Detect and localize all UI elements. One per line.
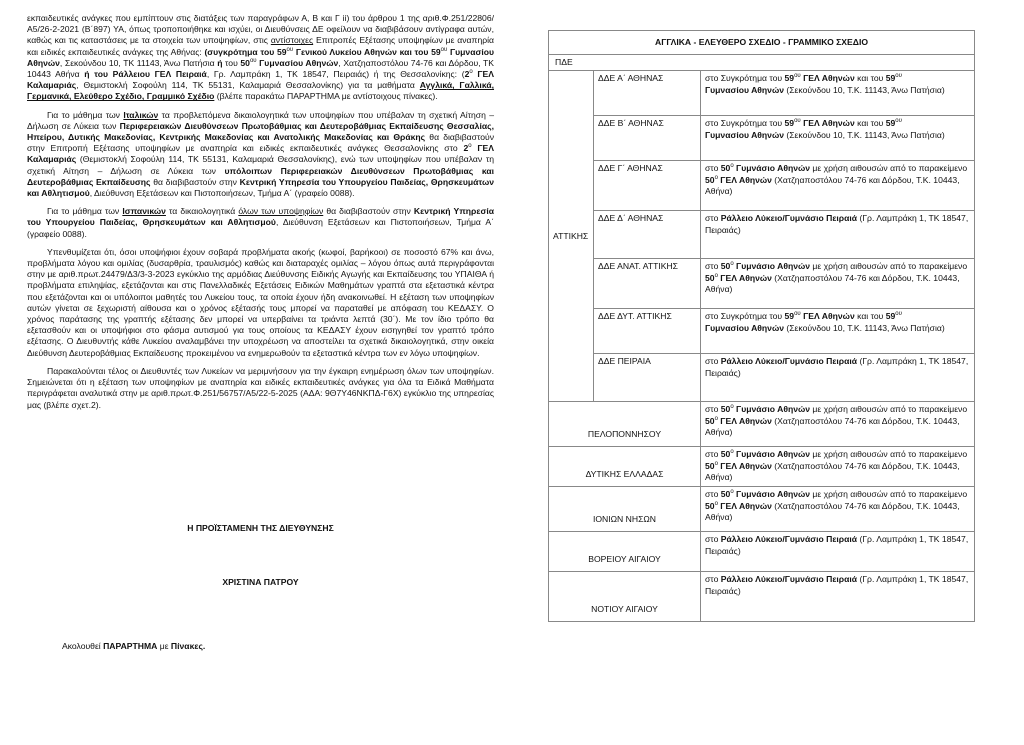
exam-center (701, 402, 975, 447)
p1-bold: (συγκρότημα του 59 (204, 46, 287, 57)
center-text-part: 50 (705, 272, 715, 283)
exam-center (701, 572, 975, 622)
exam-center (701, 532, 975, 572)
p3-text: τα δικαιολογητικά (165, 206, 239, 217)
p1-bold: Γυμνασίου Αθηνών (27, 46, 495, 68)
follow-text: με (157, 641, 171, 651)
p1-sup: ο (469, 69, 473, 76)
exam-center (701, 354, 975, 402)
p1-sup: ου (286, 46, 294, 53)
paragraph-1 (27, 13, 494, 103)
p2-bold: υπόλοιπων Περιφερειακών Διευθύνσεων Πρωτοβάθμιας και Δευτεροβάθμιας Εκπαίδευσης (27, 165, 494, 187)
center-text-part: (Γρ. Λαμπράκη 1, ΤΚ 18547, Πειραιάς) (705, 574, 969, 596)
center-text-part: 59 (885, 311, 896, 322)
table-row (549, 161, 975, 211)
center-text-part: ο (730, 449, 734, 456)
p2-sup: ο (468, 143, 472, 150)
center-text-part: 50 (720, 404, 731, 415)
center-text-part: 59 (885, 73, 896, 84)
center-text-part: στο (705, 404, 721, 415)
center-text-part: Ράλλειο Λύκειο/Γυμνάσιο Πειραιά (720, 213, 858, 224)
center-text-part: ΓΕΛ Αθηνών (717, 460, 772, 471)
center-text-part: στο (705, 489, 721, 500)
p1-text: του (222, 57, 241, 68)
p1-text: Επιτροπές Εξέτασης υποψηφίων με αναπηρία και ειδικές εκπαιδευτικές ανάγκες της Αθήνας: (27, 35, 495, 57)
p1-text: εκπαιδευτικές ανάγκες που εμπίπτουν στις διατάξεις των παραγράφων Α, Β και Γ ii) του άρθρου 1 της αριθ.Φ.251/22806/Α5/26-2-2021 (Β΄897) ΥΑ, όπως τροποποιήθηκε και ισχύει, οι Διευθύνσεις ΔΕ οφείλουν να διαβιβάσουν αντίγραφα αυτών, καθώς και τις καταστάσεις με τα στοιχεία των υποψηφίων, στις (27, 13, 494, 46)
table-row (549, 487, 975, 532)
region-attiki: ΑΤΤΙΚΗΣ (549, 71, 594, 402)
center-text-part: στο Συγκρότημα του (705, 311, 785, 322)
center-text-part: ου (794, 118, 801, 125)
p1-text: , Χατζηαποστόλου 74-76 και Δόρδου, ΤΚ 10443 Αθήνα (27, 57, 495, 80)
table-row (549, 116, 975, 161)
p2-bold-underline: Ιταλικών (123, 109, 159, 120)
center-text-part: στο Συγκρότημα του (705, 73, 785, 84)
exam-center (701, 487, 975, 532)
table-pde-row (549, 55, 975, 71)
center-text-part: ΓΕΛ Αθηνών (800, 118, 855, 129)
p2-bold: ΓΕΛ Καλαμαριάς (27, 143, 494, 165)
center-text-part: με χρήση αιθουσών από το παρακείμενο (810, 163, 968, 174)
table-row (549, 447, 975, 487)
p2-text: τα προβλεπόμενα δικαιολογητικά των υποψηφίων που υπέβαλαν τη σχετική Αίτηση – Δήλωση σε Λύκεια των (27, 109, 494, 131)
follow-text: Ακολουθεί (62, 641, 104, 651)
p2-text: Για το μάθημα των (47, 109, 124, 120)
center-text-part: και του (854, 73, 886, 84)
center-text-part: 50 (705, 174, 715, 185)
p3-bold: Κεντρική Υπηρεσία του Υπουργείου Παιδείας, Θρησκευμάτων και Αθλητισμού (27, 206, 494, 228)
center-text-part: ΓΕΛ Αθηνών (717, 500, 772, 511)
center-text-part: ου (794, 311, 801, 318)
region-name: ΝΟΤΙΟΥ ΑΙΓΑΙΟΥ (549, 572, 701, 622)
table-row (549, 354, 975, 402)
p2-text: θα διαβιβαστούν στην (150, 176, 240, 187)
center-text-part: Γυμνάσιο Αθηνών (733, 404, 811, 415)
paragraph-2 (27, 110, 494, 200)
center-text-part: με χρήση αιθουσών από το παρακείμενο (810, 404, 968, 415)
center-text-part: με χρήση αιθουσών από το παρακείμενο (810, 261, 968, 272)
center-text-part: ου (895, 73, 902, 80)
center-text-part: στο (705, 449, 721, 460)
exam-center (701, 447, 975, 487)
center-text-part: Γυμνάσιο Αθηνών (733, 163, 811, 174)
center-text-part: ΓΕΛ Αθηνών (717, 174, 772, 185)
paragraph-5: Παρακαλούνται τέλος οι Διευθυντές των Λυκείων να μεριμνήσουν για την έγκαιρη ενημέρωση όλων των υποψηφίων. Σημειώνεται ότι η εξέταση των υποψηφίων με αναπηρία και ειδικές εκπαιδευτικές ανάγκες για όλα τα Ειδικά Μαθήματα περιγράφεται αναλυτικά στην με αριθ.πρωτ.Φ.251/56757/Α5/22-5-2025 (ΑΔΑ: 9Θ7Υ46ΝΚΠΔ-Γ6Χ) εγκύκλιο της υπηρεσίας μας (βλέπε σχετ.2). (27, 365, 494, 410)
p3-text: θα διαβιβαστούν στην (323, 206, 414, 217)
center-text-part: 50 (720, 489, 731, 500)
center-text-part: ΓΕΛ Αθηνών (800, 311, 855, 322)
center-text-part: στο (705, 356, 721, 367)
center-text-part: στο (705, 534, 721, 545)
center-text-part: ο (714, 460, 718, 467)
center-text-part: στο (705, 213, 721, 224)
center-text-part: Ράλλειο Λύκειο/Γυμνάσιο Πειραιά (720, 574, 858, 585)
p1-bold: ΓΕΛ Καλαμαριάς (27, 69, 494, 91)
follow-bold: ΠΑΡΑΡΤΗΜΑ (103, 641, 158, 651)
p1-bold: 2 (464, 69, 470, 80)
p2-text: (Θεμιστοκλή Σοφούλη 114, ΤΚ 55131, Καλαμαριά Θεσσαλονίκης), ενώ των υποψηφίων που υπέβαλαν τη σχετική Αίτηση – Δήλωση σε Λύκεια των (27, 154, 494, 176)
p1-sup: ου (440, 46, 448, 53)
p3-bold-underline: Ισπανικών (122, 206, 166, 217)
center-text-part: (Γρ. Λαμπράκη 1, ΤΚ 18547, Πειραιάς) (705, 213, 969, 235)
center-text-part: (Σεκούνδου 10, Τ.Κ. 11143, Άνω Πατήσια) (784, 129, 945, 140)
center-text-part: 50 (720, 261, 731, 272)
center-text-part: 50 (705, 415, 715, 426)
p1-text: (βλέπε παρακάτω ΠΑΡΑΡΤΗΜΑ με αντίστοιχους πίνακες). (214, 91, 438, 102)
p1-bold: 50 (240, 57, 250, 68)
center-text-part: 50 (720, 163, 731, 174)
center-text-part: (Γρ. Λαμπράκη 1, ΤΚ 18547, Πειραιάς) (705, 534, 969, 556)
center-text-part: με χρήση αιθουσών από το παρακείμενο (810, 489, 968, 500)
left-column (27, 13, 494, 418)
center-text-part: (Χατζηαποστόλου 74-76 και Δόρδου, Τ.Κ. 10443, Αθήνα) (705, 174, 960, 196)
table-row (549, 532, 975, 572)
center-text-part: (Σεκούνδου 10, Τ.Κ. 11143, Άνω Πατήσια) (784, 84, 945, 95)
p1-bold: ή (217, 57, 223, 68)
center-text-part: (Γρ. Λαμπράκη 1, ΤΚ 18547, Πειραιάς) (705, 356, 969, 378)
dde-name: ΔΔΕ Δ΄ ΑΘΗΝΑΣ (594, 211, 701, 259)
p2-text: θα διαβιβαστούν στην Επιτροπή Εξέτασης υποψηφίων με αναπηρία και ειδικές εκπαιδευτικές ανάγκες Θεσσαλονίκης στο (27, 132, 494, 154)
center-text-part: (Χατζηαποστόλου 74-76 και Δόρδου, Τ.Κ. 10443, Αθήνα) (705, 460, 960, 482)
exam-center (701, 71, 975, 116)
center-text-part: (Χατζηαποστόλου 74-76 και Δόρδου, Τ.Κ. 10443, Αθήνα) (705, 272, 960, 294)
region-name: ΔΥΤΙΚΗΣ ΕΛΛΑΔΑΣ (549, 447, 701, 487)
p3-underline: όλων των υποψηφίων (238, 206, 324, 217)
center-text-part: στο Συγκρότημα του (705, 118, 785, 129)
p1-bold-underline: Αγγλικά, Γαλλικά, Γερμανικά, Ελεύθερο Σχέδιο, Γραμμικό Σχέδιο (27, 80, 495, 102)
center-text-part: 50 (705, 460, 715, 471)
p1-bold: Γυμνασίου Αθηνών (256, 57, 339, 68)
center-text-part: ου (895, 311, 902, 318)
table-row (549, 572, 975, 622)
center-text-part: ου (895, 118, 902, 125)
center-text-part: ΓΕΛ Αθηνών (800, 73, 855, 84)
center-text-part: 50 (720, 449, 731, 460)
center-text-part: ο (730, 489, 734, 496)
table-row (549, 211, 975, 259)
table-row (549, 402, 975, 447)
exam-center (701, 309, 975, 354)
p1-bold: Γενικού Λυκείου Αθηνών και του 59 (293, 46, 441, 57)
center-text-part: στο (705, 574, 721, 585)
center-text-part: Γυμνασίου Αθηνών (705, 322, 784, 333)
center-text-part: Γυμνασίου Αθηνών (705, 129, 784, 140)
center-text-part: και του (854, 311, 886, 322)
table-row (549, 309, 975, 354)
dde-name: ΔΔΕ Α΄ ΑΘΗΝΑΣ (594, 71, 701, 116)
center-text-part: ο (730, 261, 734, 268)
center-text-part: ο (714, 415, 718, 422)
center-text-part: Ράλλειο Λύκειο/Γυμνάσιο Πειραιά (720, 356, 858, 367)
center-text-part: Γυμνάσιο Αθηνών (733, 261, 811, 272)
center-text-part: (Σεκούνδου 10, Τ.Κ. 11143, Άνω Πατήσια) (784, 322, 945, 333)
paragraph-4: Υπενθυμίζεται ότι, όσοι υποψήφιοι έχουν σοβαρά προβλήματα ακοής (κωφοί, βαρήκοοι) σε ποσοστό 67% και άνω, προβλήματα λόγου και ομιλίας (δυσαρθρία, τραυλισμός) καθώς και διαταραχές ομιλίας – λόγου όπως αυτά περιγράφονται στην με αριθ.πρωτ.24479/Δ3/3-3-2023 εγκύκλιο της αρμόδιας Διεύθυνσης Ειδικής Αγωγής και Εκπαίδευσης του ΥΠΑΙΘΑ ή προβλήματα επιληψίας, εξετάζονται και στις Πανελλαδικές Εξετάσεις Ειδικών Μαθημάτων γραπτά στα εξεταστικά κέντρα που εξετάζονται και οι υπόλοιποι μαθητές του Λυκείου τους, τα οποία έχουν ήδη ανακοινωθεί. Η εξέταση των υποψηφίων αυτών γίνεται σε ξεχωριστή αίθουσα και ο χρόνος εξέτασής τους μπορεί να παραταθεί με απόφαση του ΚΕΔΑΣΥ. Ο χρόνος παράτασης της γραπτής εξέτασης δεν μπορεί να υπερβαίνει τα τριάντα λεπτά (30΄). Με τον ίδιο τρόπο θα εξετασθούν και οι υποψήφιοι στο φάσμα αυτισμού για τους οποίους τα ΚΕΔΑΣΥ έχουν εισηγηθεί τον γραπτό τρόπο εξέτασης. Ο Διευθυντής κάθε Λυκείου αναλαμβάνει την υποχρέωση να αποστείλει τα σχετικά δικαιολογητικά, στην οικεία Διεύθυνση Δευτεροβάθμιας Εκπαίδευσης προκειμένου να ενημερωθούν τα εξεταστικά κέντρα των εν λόγω υποψηφίων. (27, 246, 494, 358)
p3-text: Για το μάθημα των (47, 206, 123, 217)
center-text-part: Γυμνάσιο Αθηνών (733, 449, 811, 460)
center-text-part: Γυμνασίου Αθηνών (705, 84, 784, 95)
center-text-part: 59 (885, 118, 896, 129)
center-text-part: ο (730, 404, 734, 411)
exam-center (701, 116, 975, 161)
center-text-part: και του (854, 118, 886, 129)
table-title-row (549, 31, 975, 55)
region-name: ΙΟΝΙΩΝ ΝΗΣΩΝ (549, 487, 701, 532)
center-text-part: 59 (784, 311, 795, 322)
center-text-part: ο (714, 500, 718, 507)
center-text-part: (Χατζηαποστόλου 74-76 και Δόρδου, Τ.Κ. 10443, Αθήνα) (705, 500, 960, 522)
center-text-part: 59 (784, 118, 795, 129)
paragraph-3 (27, 206, 494, 240)
p1-underline: αντίστοιχες (270, 35, 314, 46)
region-name: ΒΟΡΕΙΟΥ ΑΙΓΑΙΟΥ (549, 532, 701, 572)
center-text-part: ο (714, 174, 718, 181)
follow-note (62, 641, 205, 652)
p1-bold: ή του Ράλλειου ΓΕΛ Πειραιά (84, 69, 207, 80)
center-text-part: Ράλλειο Λύκειο/Γυμνάσιο Πειραιά (720, 534, 858, 545)
center-text-part: (Χατζηαποστόλου 74-76 και Δόρδου, Τ.Κ. 10443, Αθήνα) (705, 415, 960, 437)
p1-text: , Σεκούνδου 10, ΤΚ 11143, Άνω Πατήσια (59, 57, 218, 68)
center-text-part: ΓΕΛ Αθηνών (717, 415, 772, 426)
signature-title: Η ΠΡΟΪΣΤΑΜΕΝΗ ΤΗΣ ΔΙΕΥΘΥΝΣΗΣ (187, 523, 334, 533)
exam-center (701, 161, 975, 211)
table-title: ΑΓΓΛΙΚΑ - ΕΛΕΥΘΕΡΟ ΣΧΕΔΙΟ - ΓΡΑΜΜΙΚΟ ΣΧΕΔΙΟ (549, 31, 975, 55)
table-row (549, 259, 975, 309)
dde-name: ΔΔΕ Γ΄ ΑΘΗΝΑΣ (594, 161, 701, 211)
annex-table (548, 30, 975, 622)
center-text-part: 59 (784, 73, 795, 84)
dde-name: ΔΔΕ ΔΥΤ. ΑΤΤΙΚΗΣ (594, 309, 701, 354)
exam-center (701, 211, 975, 259)
center-text-part: ΓΕΛ Αθηνών (717, 272, 772, 283)
region-name: ΠΕΛΟΠΟΝΝΗΣΟΥ (549, 402, 701, 447)
p2-bold: Περιφερειακών Διευθύνσεων Πρωτοβάθμιας και Δευτεροβάθμιας Εκπαίδευσης Θεσσαλίας, Ηπείρου, Δυτικής Μακεδονίας, Κεντρικής Μακεδονίας και Ανατολικής Μακεδονίας και Θράκης (27, 120, 494, 143)
p2-text: , Διεύθυνση Εξετάσεων και Πιστοποιήσεων, Τμήμα Α΄ (γραφείο 0088). (89, 188, 355, 199)
p2-bold: Κεντρική Υπηρεσία του Υπουργείου Παιδείας, Θρησκευμάτων και Αθλητισμού (27, 176, 494, 199)
p1-text: , Γρ. Λαμπράκη 1, ΤΚ 18547, Πειραιάς) ή της Θεσσαλονίκης: ( (206, 69, 465, 80)
center-text-part: 50 (705, 500, 715, 511)
follow-bold: Πίνακες. (170, 641, 206, 651)
center-text-part: ο (714, 272, 718, 279)
table-row (549, 71, 975, 116)
dde-name: ΔΔΕ ΠΕΙΡΑΙΑ (594, 354, 701, 402)
dde-name: ΔΔΕ ΑΝΑΤ. ΑΤΤΙΚΗΣ (594, 259, 701, 309)
center-text-part: στο (705, 163, 721, 174)
dde-name: ΔΔΕ Β΄ ΑΘΗΝΑΣ (594, 116, 701, 161)
exam-center (701, 259, 975, 309)
p3-text: , Διεύθυνση Εξετάσεων και Πιστοποιήσεων, Τμήμα Α΄ (γραφείο 0088). (27, 217, 494, 239)
p2-bold: 2 (463, 143, 469, 154)
signature-name: ΧΡΙΣΤΙΝΑ ΠΑΤΡΟΥ (222, 577, 299, 587)
center-text-part: ου (794, 73, 801, 80)
p1-sup: ου (249, 57, 257, 64)
pde-label: ΠΔΕ (549, 55, 975, 71)
center-text-part: με χρήση αιθουσών από το παρακείμενο (810, 449, 968, 460)
center-text-part: Γυμνάσιο Αθηνών (733, 489, 811, 500)
center-text-part: ο (730, 163, 734, 170)
p1-text: , Θεμιστοκλή Σοφούλη 114, ΤΚ 55131, Καλαμαριά Θεσσαλονίκης) για τα μαθήματα (76, 80, 420, 91)
center-text-part: στο (705, 261, 721, 272)
